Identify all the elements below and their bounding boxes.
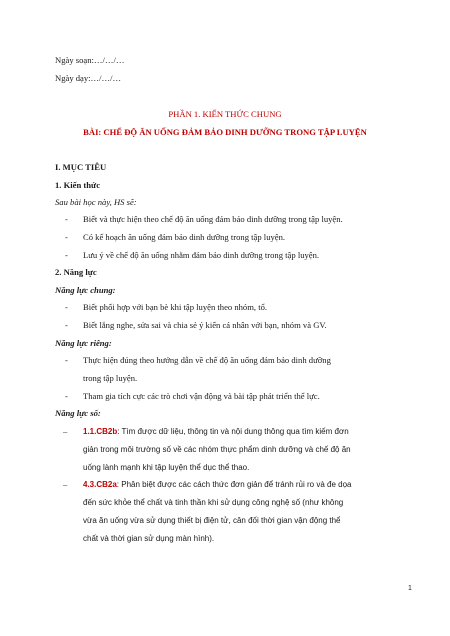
- date-prepared: Ngày soạn:…/…/…: [55, 55, 125, 65]
- digital-item-continuation: vừa ăn uống vừa sử dụng thiết bị điện tử, cân đối thời gian vận động thể: [83, 516, 341, 525]
- digital-code: 4.3.CB2a: [83, 480, 117, 489]
- knowledge-item: Có kế hoạch ăn uống đảm bảo dinh dưỡng trong tập luyện.: [83, 232, 286, 242]
- objectives-heading: I. MỤC TIÊU: [55, 162, 107, 172]
- part-title: PHẦN 1. KIẾN THỨC CHUNG: [168, 109, 282, 119]
- knowledge-intro: Sau bài học này, HS sẽ:: [55, 197, 137, 207]
- digital-code: 1.1.CB2b: [83, 427, 118, 436]
- page-number: 1: [408, 585, 412, 592]
- specific-competence-heading: Năng lực riêng:: [55, 338, 112, 348]
- knowledge-item: Biết và thực hiện theo chế độ ăn uống đảm bảo dinh dưỡng trong tập luyện.: [83, 214, 343, 224]
- digital-item: 1.1.CB2b: Tìm được dữ liệu, thông tin và nội dung thông qua tìm kiếm đơn: [83, 427, 349, 436]
- general-item: Biết phối hợp với bạn bè khi tập luyện theo nhóm, tổ.: [83, 302, 268, 312]
- digital-item: 4.3.CB2a: Phân biệt được các cách thức đơn giản để tránh rủi ro và đe dọa: [83, 480, 352, 489]
- bullet-dash: -: [65, 302, 68, 312]
- bullet-dash: -: [65, 250, 68, 260]
- bullet-dash: -: [65, 391, 68, 401]
- specific-item: Thực hiện đúng theo hướng dẫn về chế độ ăn uống đảm bảo dinh dưỡng: [83, 355, 331, 365]
- digital-item-continuation: uống lành mạnh khi tập luyện thể dục thể thao.: [83, 463, 250, 472]
- date-taught: Ngày dạy:…/…/…: [55, 73, 122, 83]
- general-competence-heading: Năng lực chung:: [55, 285, 116, 295]
- bullet-dash: -: [65, 355, 68, 365]
- digital-item-continuation: giản trong môi trường số về các nhóm thực phẩm dinh dưỡng và chế độ ăn: [83, 445, 351, 454]
- bullet-dash: –: [63, 426, 68, 436]
- bullet-dash: -: [65, 320, 68, 330]
- knowledge-heading: 1. Kiến thức: [55, 180, 101, 190]
- knowledge-item: Lưu ý về chế độ ăn uống nhằm đảm bảo dinh dưỡng trong tập luyện.: [83, 250, 320, 260]
- digital-item-continuation: đến sức khỏe thể chất và tinh thần khi sử dụng công nghệ số (như không: [83, 498, 344, 507]
- digital-competence-heading: Năng lực số:: [55, 408, 101, 418]
- lesson-title: BÀI: CHẾ ĐỘ ĂN UỐNG ĐẢM BẢO DINH DƯỠNG TRONG TẬP LUYỆN: [83, 127, 367, 137]
- general-item: Biết lắng nghe, sửa sai và chia sẻ ý kiến cá nhân với bạn, nhóm và GV.: [83, 320, 327, 330]
- specific-item: Tham gia tích cực các trò chơi vận động và bài tập phát triển thể lực.: [83, 391, 320, 401]
- competence-heading: 2. Năng lực: [55, 267, 97, 277]
- bullet-dash: -: [65, 214, 68, 224]
- bullet-dash: –: [63, 479, 68, 489]
- bullet-dash: -: [65, 232, 68, 242]
- digital-item-continuation: chất và thời gian sử dụng màn hình).: [83, 534, 215, 543]
- specific-item-continuation: trong tập luyện.: [83, 373, 138, 383]
